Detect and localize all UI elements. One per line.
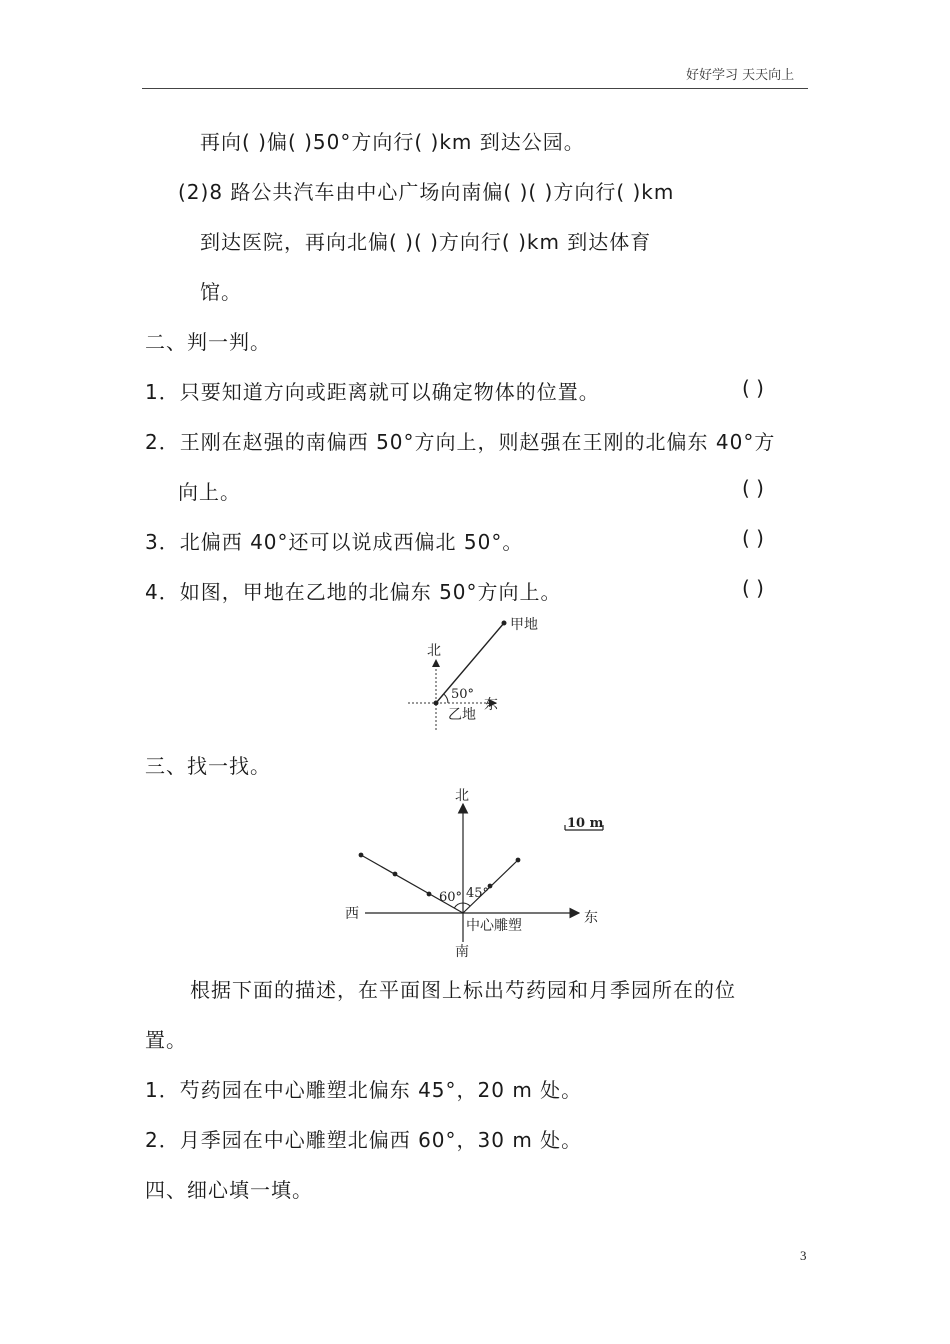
south-label: 南 xyxy=(455,944,469,960)
point-b-label: 乙地 xyxy=(448,707,476,723)
judge-item: 3．北偏西 40°还可以说成西偏北 50°。 xyxy=(145,530,524,554)
answer-paren[interactable]: ( ) xyxy=(742,376,764,400)
scale-dot xyxy=(359,853,364,858)
point-a-label: 甲地 xyxy=(510,617,538,633)
answer-paren[interactable]: ( ) xyxy=(742,576,764,600)
angle-label-45: 45° xyxy=(466,886,490,901)
scale-dot xyxy=(393,872,398,877)
point-b-dot xyxy=(434,701,439,706)
judge-item: 2．王刚在赵强的南偏西 50°方向上，则赵强在王刚的北偏东 40°方 xyxy=(145,430,776,454)
judge-item: 1．只要知道方向或距离就可以确定物体的位置。 xyxy=(145,380,600,404)
judge-item: 4．如图，甲地在乙地的北偏东 50°方向上。 xyxy=(145,580,562,604)
section-title: 四、细心填一填。 xyxy=(145,1178,313,1202)
north-label: 北 xyxy=(427,643,441,659)
judge-item-cont: 向上。 xyxy=(178,480,241,504)
question-line: (2)8 路公共汽车由中心广场向南偏( )( )方向行( )km xyxy=(178,180,675,204)
header-motto: 好好学习 天天向上 xyxy=(686,68,795,83)
center-label: 中心雕塑 xyxy=(466,918,522,934)
angle-arc xyxy=(444,694,448,703)
task-item: 2．月季园在中心雕塑北偏西 60°，30 m 处。 xyxy=(145,1128,583,1152)
scale-dot xyxy=(427,892,432,897)
instruction-text: 根据下面的描述，在平面图上标出芍药园和月季园所在的位 xyxy=(190,978,736,1002)
scale-label: 10 m xyxy=(567,816,604,831)
instruction-text: 置。 xyxy=(145,1028,187,1052)
west-label: 西 xyxy=(345,906,359,922)
answer-paren[interactable]: ( ) xyxy=(742,526,764,550)
scale-dot xyxy=(516,858,521,863)
point-a-dot xyxy=(502,621,507,626)
angle-label: 50° xyxy=(451,687,475,702)
angle-label-60: 60° xyxy=(439,890,463,905)
east-label: 东 xyxy=(584,910,598,926)
section-title: 三、找一找。 xyxy=(145,754,271,778)
answer-paren[interactable]: ( ) xyxy=(742,476,764,500)
north-label: 北 xyxy=(455,788,469,804)
direction-figure xyxy=(400,610,560,735)
plan-map-figure xyxy=(335,782,615,962)
page-number: 3 xyxy=(800,1248,807,1263)
question-line: 到达医院，再向北偏( )( )方向行( )km 到达体育 xyxy=(200,230,652,254)
angle-arc-right xyxy=(463,903,470,906)
header-rule xyxy=(142,88,808,89)
task-item: 1．芍药园在中心雕塑北偏东 45°，20 m 处。 xyxy=(145,1078,583,1102)
question-line: 再向( )偏( )50°方向行( )km 到达公园。 xyxy=(200,130,585,154)
question-line: 馆。 xyxy=(200,280,242,304)
east-label: 东 xyxy=(484,697,498,713)
section-title: 二、判一判。 xyxy=(145,330,271,354)
